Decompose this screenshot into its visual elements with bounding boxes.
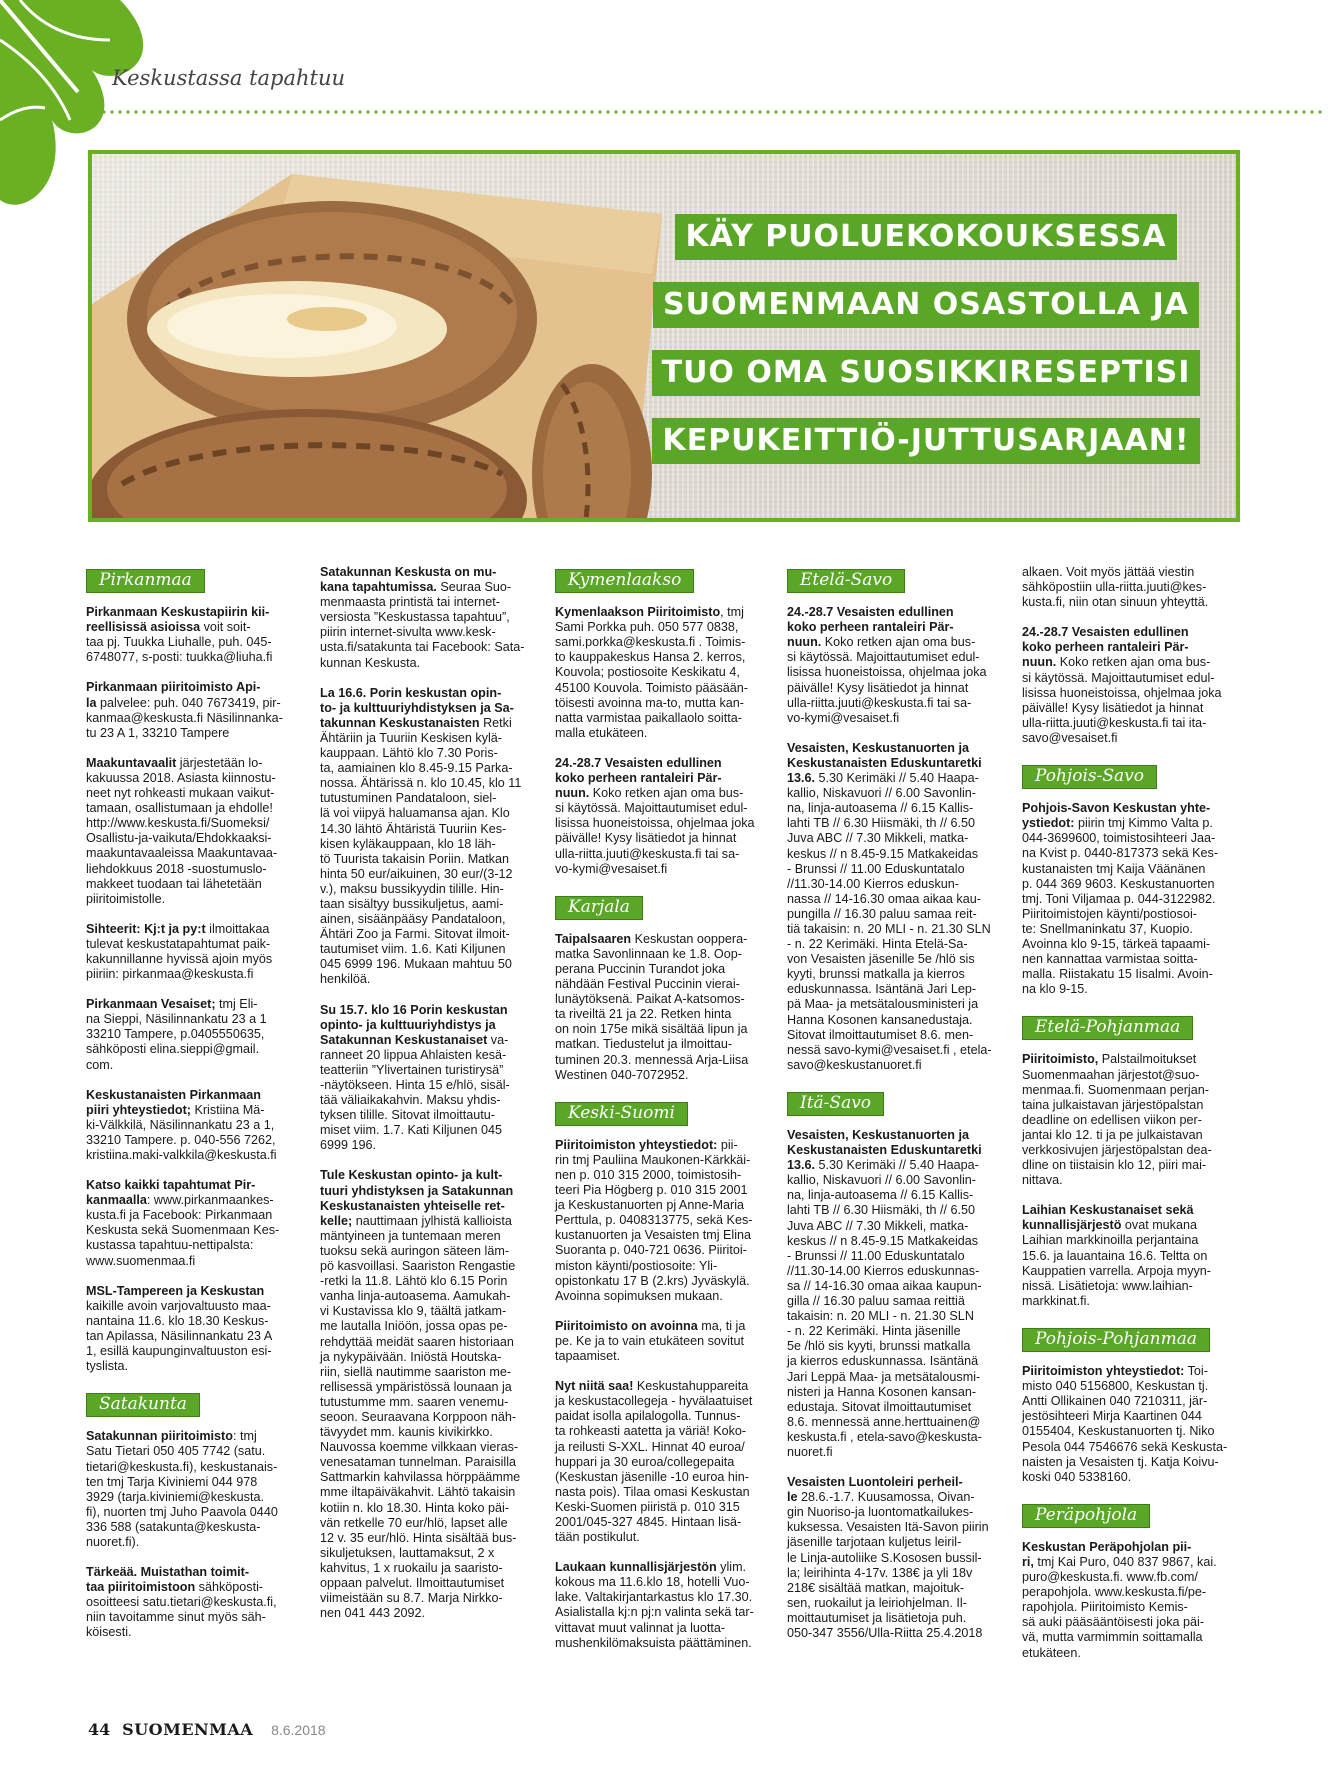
notice-paragraph [86, 605, 298, 665]
notice-paragraph [86, 680, 298, 740]
magazine-name: SUOMENMAA [122, 1720, 254, 1739]
region-heading: Etelä-Pohjanmaa [1022, 1016, 1193, 1040]
notice-body: Keskustahuppareita ja keskustacollegeja - hyvälaatuiset paidat isolla apilalogolla. Tunnus- ta rohkeasti aatetta ja väriä! Koko- ja reilusti S-XXL. Hinnat 40 euroa/ huppari ja 30 euroa/collegepaita (Keskustan jäsenille -10 euroa hin- nasta pois). Tilaa omasi Keskustan Keski-Suomen piiristä p. 010 315 2001/045-327 4845. Hintaan lisä- tään postikulut. [555, 1379, 753, 1545]
notice-lead: Piiritoimisto on avoinna [555, 1318, 698, 1333]
region-heading: Itä-Savo [787, 1092, 884, 1116]
notice-body: Koko retken ajan oma bus- si käytössä. Majoittautumiset edul- lisissa huoneistoissa, ohjelmaa joka päivälle! Kysy lisätiedot ja hinnat ulla-riitta.juuti@keskusta.fi tai sa- vo-kymi@vesaiset.fi [555, 786, 755, 876]
notice-body: Koko retken ajan oma bus- si käytössä. Majoittautumiset edul- lisissa huoneistoissa, ohjelmaa joka päivälle! Kysy lisätiedot ja hinnat ulla-riitta.juuti@keskusta.fi tai sa- vo-kymi@vesaiset.fi [787, 635, 987, 725]
notice-paragraph [86, 756, 298, 907]
notice-paragraph [555, 932, 773, 1083]
notice-lead: Pirkanmaan piiritoimisto Api- la [86, 680, 261, 710]
notice-lead: Tärkeää. Muistathan toimit- taa piiritoimistoon [86, 1565, 250, 1595]
notice-body: tmj Kai Puro, 040 837 9867, kai. puro@keskusta.fi. www.fb.com/ perapohjola. www.keskusta.fi/pe- rapohjola. Piiritoimisto Kemis- sä auki pääsääntöisesti joka päi- vä, mutta varmimmin soittamalla etukäteen. [1022, 1554, 1217, 1660]
notice-body: : tmj Satu Tietari 050 405 7742 (satu. tietari@keskusta.fi), keskustanais- ten tmj Tarja Kiviniemi 044 978 3929 (tarja.kiviniemi@keskusta. fi), nuorten tmj Juho Paavola 0440 336 588 (satakunta@keskusta- nuoret.fi). [86, 1429, 278, 1549]
region-heading: Karjala [555, 896, 643, 920]
notice-body: palvelee: puh. 040 7673419, pir- kanmaa@keskusta.fi Näsilinnanka- tu 23 A 1, 33210 Tampere [86, 695, 283, 740]
region-heading: Pohjois-Pohjanmaa [1022, 1328, 1210, 1352]
notice-paragraph [86, 1088, 298, 1163]
notice-paragraph [320, 565, 536, 671]
notice-paragraph [1022, 625, 1240, 746]
text-column-3 [555, 565, 773, 1666]
notice-paragraph [1022, 1540, 1240, 1661]
notice-body: Keskustan ooppera- matka Savonlinnaan ke 1.8. Oop- perana Puccinin Turandot joka nähdään Festival Puccinin vierai- lunäytöksenä. Paikat A-katsomos- ta riveiltä 21 ja 22. Retken hinta on noin 175e mikä sisältää lipun ja matkan. Tiedustelut ja ilmoittau- tuminen 20.3. mennessä Arja-Liisa Westinen 040-7072952. [555, 931, 749, 1082]
banner-line: KÄY PUOLUEKOKOUKSESSA [675, 214, 1176, 260]
notice-lead: Keskustan Peräpohjolan pii- ri, [1022, 1539, 1192, 1569]
notice-lead: Kymenlaakson Piiritoimisto [555, 605, 721, 620]
issue-date: 8.6.2018 [271, 1722, 326, 1738]
notice-paragraph [86, 1429, 298, 1550]
notice-lead: Pirkanmaan Vesaiset; [86, 997, 216, 1012]
notice-lead: Maakuntavaalit [86, 755, 177, 770]
notice-paragraph [787, 741, 1003, 1073]
notice-paragraph [555, 1319, 773, 1364]
notice-lead: Laukaan kunnallisjärjestön [555, 1560, 717, 1575]
text-column-4 [787, 565, 1003, 1656]
notice-paragraph [555, 1379, 773, 1545]
notice-lead: 24.-28.7 Vesaisten edullinen koko perheen rantaleiri Pär- nuun. [787, 605, 954, 650]
notice-body: alkaen. Voit myös jättää viestin sähköpostiin ulla-riitta.juuti@kes- kusta.fi, niin otan sinuun yhteyttä. [1022, 565, 1209, 610]
banner-line: SUOMENMAAN OSASTOLLA JA [653, 282, 1199, 328]
notice-paragraph [555, 1560, 773, 1651]
region-heading: Pirkanmaa [86, 569, 205, 593]
notice-body: ma, ti ja pe. Ke ja to vain etukäteen sovitut tapaamiset. [555, 1318, 746, 1364]
text-column-5 [1022, 565, 1240, 1676]
notice-body: 28.6.-1.7. Kuusamossa, Oivan- gin Nuoriso-ja luontomatkailukes- kuksessa. Vesaisten Itä-Savon piirin jäsenille tarjotaan kuljetus leiril- le Linja-autoliike S.Kososen bussil- la; leirihinta 4-17v. 138€ ja yli 18v 218€ sisältää matkan, majoituk- sen, ruokailut ja leiriohjelman. Il- moittautumiset ja lisätietoja puh. 050-347 3556/Ulla-Riitta 25.4.2018 [787, 1490, 989, 1640]
notice-paragraph [1022, 801, 1240, 997]
notice-body: ilmoittakaa tulevat keskustatapahtumat paik- kakunnillanne hyvissä ajoin myös piiriin: pirkanmaa@keskusta.fi [86, 921, 273, 982]
banner-line: KEPUKEITTIÖ-JUTTUSARJAAN! [652, 418, 1199, 464]
banner-line: TUO OMA SUOSIKKIRESEPTISI [652, 350, 1201, 396]
notice-lead: Taipalsaaren [555, 931, 632, 946]
notice-lead: Piiritoimiston yhteystiedot: [555, 1137, 718, 1152]
notice-lead: Nyt niitä saa! [555, 1379, 634, 1394]
notice-lead: Keskustanaisten Pirkanmaan piiri yhteystiedot; [86, 1087, 261, 1117]
notice-body: ovat mukana Laihian markkinoilla perjantaina 15.6. ja lauantaina 16.6. Teltta on Kauppatien varrella. Arpoja myyn- nissä. Lisätietoja: www.laihian- markkinat.fi. [1022, 1218, 1212, 1308]
notice-lead: Sihteerit: Kj:t ja py:t [86, 921, 206, 936]
hero-banner [88, 150, 1240, 522]
notice-lead: Pirkanmaan Keskustapiirin kii- reellisissä asioissa [86, 605, 270, 635]
notice-body: Retki Ähtäriin ja Tuuriin Keskisen kylä- kauppaan. Lähtö klo 7.30 Poris- ta, aamiainen klo 8.45-9.15 Parka- nossa. Ähtärissä n. klo 10.45, klo 11 tutustuminen Pandataloon, siel- lä voi viipyä haluamansa ajan. Klo 14.30 lähtö Ähtäristä Tuuriin Kes- kisen kyläkauppaan, klo 18 läh- tö Tuurista takaisin Poriin. Matkan hinta 50 eur/aikuinen, 30 eur/(3-12 v.), maksu bussikyydin tilille. Hin- taan sisältyy bussikuljetus, aami- ainen, sisäänpääsy Pandataloon, Ähtäri Zoo ja Farmi. Sitovat ilmoit- tautumiset viim. 1.6. Kati Kiljunen 045 6999 196. Mukaan mahtuu 50 henkilöä. [320, 715, 522, 987]
notice-lead: Katso kaikki tapahtumat Pir- kanmaalla [86, 1178, 256, 1208]
notice-lead: Vesaisten, Keskustanuorten ja Keskustanaisten Eduskuntaretki 13.6. [787, 740, 982, 786]
notice-body: Kristiina Mä- ki-Välkkilä, Näsilinnankatu 23 a 1, 33210 Tampere. p. 040-556 7262, kristiina.maki-valkkila@keskusta.fi [86, 1102, 277, 1162]
notice-paragraph [86, 1284, 298, 1375]
page-number: 44 [88, 1720, 111, 1739]
notice-paragraph [787, 605, 1003, 726]
notice-lead: Su 15.7. klo 16 Porin keskustan opinto- ja kulttuuriyhdistys ja Satakunnan Keskustanaiset [320, 1002, 508, 1047]
notice-body: ylim. kokous ma 11.6.klo 18, hotelli Vuo- lake. Valtakirjantarkastus klo 17.30. Asialistalla kj:n pj:n valinta sekä tar- vittavat muut valinnat ja luotta- mushenkilömaksuista päättäminen. [555, 1560, 754, 1650]
banner-headline [616, 214, 1236, 486]
notice-paragraph [86, 1565, 298, 1640]
notice-body: Toi- misto 040 5156800, Keskustan tj. Antti Ollikainen 040 7210311, jär- jestösihteeri Mirja Kaartinen 044 0155404, Keskustanuorten tj. Niko Pesola 044 7546676 sekä Keskusta- naisten ja Vesaisten tj. Katja Koivu- koski 040 5338160. [1022, 1364, 1228, 1484]
notice-paragraph [86, 922, 298, 982]
dotted-divider [100, 110, 1325, 114]
notice-body: va- ranneet 20 lippua Ahlaisten kesä- teatteriin ”Ylivertainen turistirysä” -näytökseen. Hinta 15 e/hlö, sisäl- tää väliaikakahvin. Maksu yhdis- tyksen tilille. Sitovat ilmoittautu- miset viim. 1.7. Kati Kiljunen 045 6999 196. [320, 1032, 510, 1153]
notice-body: Palstailmoitukset Suomenmaahan järjestot@suo- menmaa.fi. Suomenmaan perjan- taina julkaistavan järjestöpalstan deadline on edellisen viikon per- jantai klo 12. ti ja pe julkaistavan verkkosivujen järjestöpalstan dea- dline on tiistaisin klo 12, piiri mai- nittava. [1022, 1052, 1212, 1188]
page-footer [88, 1720, 326, 1739]
notice-body: Seuraa Suo- menmaasta printistä tai internet- versiosta ”Keskustassa tapahtuu”, piirin internet-sivulta www.kesk- usta.fi/satakunta tai Facebook: Sata- kunnan Keskusta. [320, 580, 525, 670]
notice-lead: Vesaisten Luontoleiri perheil- le [787, 1475, 963, 1505]
notice-lead: Tule Keskustan opinto- ja kult- tuuri yhdistyksen ja Satakunnan Keskustanaisten yhteiselle ret- kelle; [320, 1168, 514, 1228]
notice-body: , tmj Sami Porkka puh. 050 577 0838, sami.porkka@keskusta.fi . Toimis- to kauppakeskus Hansa 2. kerros, Kouvola; postiosoite Keskikatu 4, 45100 Kouvola. Toimisto pääsään- töisesti avoinna ma-to, mutta kan- natta varmistaa paikallaolo soitta- malla etukäteen. [555, 605, 749, 740]
notice-paragraph [320, 1003, 536, 1154]
notice-paragraph [1022, 1203, 1240, 1309]
notice-paragraph [555, 756, 773, 877]
region-heading: Kymenlaakso [555, 569, 694, 593]
notice-paragraph [555, 1138, 773, 1304]
notice-body: sähköposti- osoitteesi satu.tietari@keskusta.fi, niin tavoitamme sinut myös säh- köisesti. [86, 1580, 277, 1640]
notice-lead: Piiritoimiston yhteystiedot: [1022, 1364, 1185, 1379]
notice-paragraph [86, 1178, 298, 1269]
notice-lead: MSL-Tampereen ja Keskustan [86, 1283, 265, 1298]
notice-lead: Pohjois-Savon Keskustan yhte- ystiedot: [1022, 801, 1211, 831]
notice-lead: La 16.6. Porin keskustan opin- to- ja kulttuuriyhdistyksen ja Sa- takunnan Keskustanaisten [320, 685, 514, 730]
notice-lead: Piiritoimisto, [1022, 1052, 1099, 1067]
notice-paragraph [1022, 1364, 1240, 1485]
notice-paragraph [787, 1475, 1003, 1641]
notice-lead: 24.-28.7 Vesaisten edullinen koko perheen rantaleiri Pär- nuun. [555, 755, 722, 801]
region-heading: Pohjois-Savo [1022, 765, 1157, 789]
notice-body: pii- rin tmj Pauliina Maukonen-Kärkkäi- nen p. 010 315 2000, toimistosih- teeri Pia Högberg p. 010 315 2001 ja Keskustanuorten pj Anne-Maria Perttula, p. 0408313775, sekä Kes- kustanuorten ja Vesaisten tmj Elina Suoranta p. 040-721 0636. Piiritoi- miston käynti/postiosoite: Yli- opistonkatu 17 B (2.krs) Jyväskylä. Avoinna sopimuksen mukaan. [555, 1137, 753, 1303]
region-heading: Satakunta [86, 1393, 200, 1417]
notice-body: Koko retken ajan oma bus- si käytössä. Majoittautumiset edul- lisissa huoneistoissa, ohjelmaa joka päivälle! Kysy lisätiedot ja hinnat ulla-riitta.juuti@keskusta.fi tai ita- savo@vesaiset.fi [1022, 655, 1222, 745]
notice-body: : www.pirkanmaankes- kusta.fi ja Facebook: Pirkanmaan Keskusta sekä Suomenmaan Kes- kustassa tapahtuu-nettipalsta: www.suomenmaa.fi [86, 1193, 280, 1268]
notice-body: piirin tmj Kimmo Valta p. 044-3699600, toimistosihteeri Jaa- na Kvist p. 0440-817373 sekä Kes- kustanaisten tmj Kaija Väänänen p. 044 369 9603. Keskustanuorten tmj. Toni Viljamaa p. 044-3122982. Piiritoimistojen käynti/postiosoi- te: Snellmaninkatu 37, Kuopio. Avoinna klo 9-15, tärkeä tapaami- nen kannattaa varmistaa soitta- malla. Riistakatu 15 Iisalmi. Avoin- na klo 9-15. [1022, 816, 1219, 997]
notice-body: 5.30 Kerimäki // 5.40 Haapa- kallio, Niskavuori // 6.00 Savonlin- na, linja-autoasema // 6.15 Kallis- lahti TB // 6.30 Hiismäki, th // 6.50 Juva ABC // 7.30 Mikkeli, matka- keskus // n 8.45-9.15 Matkakeidas - Brunssi // 11.00 Eduskuntatalo //11.30-14.00 Kierros eduskunnas- sa // 14-16.30 omaa aikaa kaupun- gilla // 16.30 paluu samaa reittiä takaisin: n. 20 MLI - n. 21.30 SLN - n. 22 Kerimäki. Hinta jäsenille 5e /hlö sis kyyti, brunssi matkalla ja kierros eduskunnassa. Isäntänä Jari Leppä Maa- ja metsätalousmi- nisteri ja Hanna Kosonen kansan- edustaja. Sitovat ilmoittautumiset 8.6. mennessä anne.herttuainen@ keskusta.fi , etela-savo@keskusta- nuoret.fi [787, 1158, 982, 1459]
notice-paragraph [787, 1128, 1003, 1460]
notice-paragraph [320, 1168, 536, 1621]
notice-lead: Vesaisten, Keskustanuorten ja Keskustanaisten Eduskuntaretki 13.6. [787, 1128, 982, 1173]
notice-lead: 24.-28.7 Vesaisten edullinen koko perheen rantaleiri Pär- nuun. [1022, 625, 1189, 670]
notice-lead: Satakunnan Keskusta on mu- kana tapahtumissa. [320, 565, 497, 595]
notice-body: kaikille avoin varjovaltuusto maa- nantaina 11.6. klo 18.30 Keskus- tan Apilassa, Näsilinnankatu 23 A 1, esillä kaupunginvaltuuston esi- tyslista. [86, 1298, 273, 1374]
notice-body: tmj Eli- na Sieppi, Näsilinnankatu 23 a 1 33210 Tampere, p.0405550635, sähköposti elina.sieppi@gmail. com. [86, 997, 267, 1072]
notice-paragraph [86, 997, 298, 1072]
notice-lead: Satakunnan piiritoimisto [86, 1429, 233, 1444]
notice-paragraph [1022, 565, 1240, 610]
notice-lead: Laihian Keskustanaiset sekä kunnallisjärjestö [1022, 1203, 1194, 1233]
notice-body: nauttimaan jylhistä kallioista mäntyineen ja tuntemaan meren tuoksu sekä auringon säteen läm- pö kasvoillasi. Saariston Rengastie -retki la 11.8. Lähtö klo 6.15 Porin vanha linja-autoasema. Aamukah- vi Kustavissa klo 9, täältä jatkam- me lautalla Iniöön, jossa opas pe- rehdyttää meidät saaren historiaan ja nykypäivään. Iniöstä Houtska- riin, siellä nautimme saariston me- rellisessä ympäristössä lounaan ja tutustumme mm. saaren venemu- seoon. Seuraavana Korppoon näh- tävyydet mm. kaunis kivikirkko. Nauvossa koemme vilkkaan vieras- venesataman tunnelman. Paraisilla Sattmarkin kahvilassa hörppäämme mme iltapäiväkahvit. Lähtö takaisin kotiin n. klo 18.30. Hinta koko päi- vän retkelle 70 eur/hlö, lapset alle 12 v. 35 eur/hlö. Hinta sisältää bus- sikuljetuksen, lauttamaksut, 2 x kahvitus, 1 x ruokailu ja saaristo- oppaan palvelut. Ilmoittautumiset viimeistään su 8.7. Marja Nirkko- nen 041 443 2092. [320, 1213, 521, 1621]
region-heading: Keski-Suomi [555, 1102, 688, 1126]
notice-paragraph [555, 605, 773, 741]
notice-paragraph [1022, 1052, 1240, 1188]
notice-paragraph [320, 686, 536, 988]
region-heading: Etelä-Savo [787, 569, 905, 593]
text-column-2 [320, 565, 536, 1636]
notice-body: 5.30 Kerimäki // 5.40 Haapa- kallio, Niskavuori // 6.00 Savonlin- na, linja-autoasema // 6.15 Kallis- lahti TB // 6.30 Hiismäki, th // 6.50 Juva ABC // 7.30 Mikkeli, matka- keskus // n 8.45-9.15 Matkakeidas - Brunssi // 11.00 Eduskuntatalo //11.30-14.00 Kierros eduskun- nassa // 14-16.30 omaa aikaa kau- pungilla // 16.30 paluu samaa reit- tiä takaisin: n. 20 MLI - n. 21.30 SLN - n. 22 Kerimäki. Hinta Etelä-Sa- von Vesaisten jäsenille 5e /hlö sis kyyti, brunssi matkalla ja kierros eduskunnassa. Isäntänä Jari Lep- pä Maa- ja metsätalousministeri ja Hanna Kosonen kansanedustaja. Sitovat ilmoittautumiset 8.6. men- nessä savo-kymi@vesaiset.fi , etela- savo@keskustanuoret.fi [787, 771, 992, 1072]
section-title: Keskustassa tapahtuu [112, 66, 345, 90]
notice-body: voit soit- taa pj. Tuukka Liuhalle, puh. 045- 6748077, s-posti: tuukka@liuha.fi [86, 620, 273, 665]
notice-body: järjestetään lo- kakuussa 2018. Asiasta kiinnostu- neet nyt rohkeasti mukaan vaikut- tamaan, osallistumaan ja ehdolle! http://www.keskusta.fi/Suomeksi/ Osallistu-ja-vaikuta/Ehdokkaaksi- maakuntavaaleissa Maakuntavaa- liehdokkuus 2018 -suostumuslo- makkeet tuodaan tai lähetetään piiritoimistolle. [86, 755, 278, 906]
region-heading: Peräpohjola [1022, 1504, 1150, 1528]
text-column-1 [86, 565, 298, 1656]
